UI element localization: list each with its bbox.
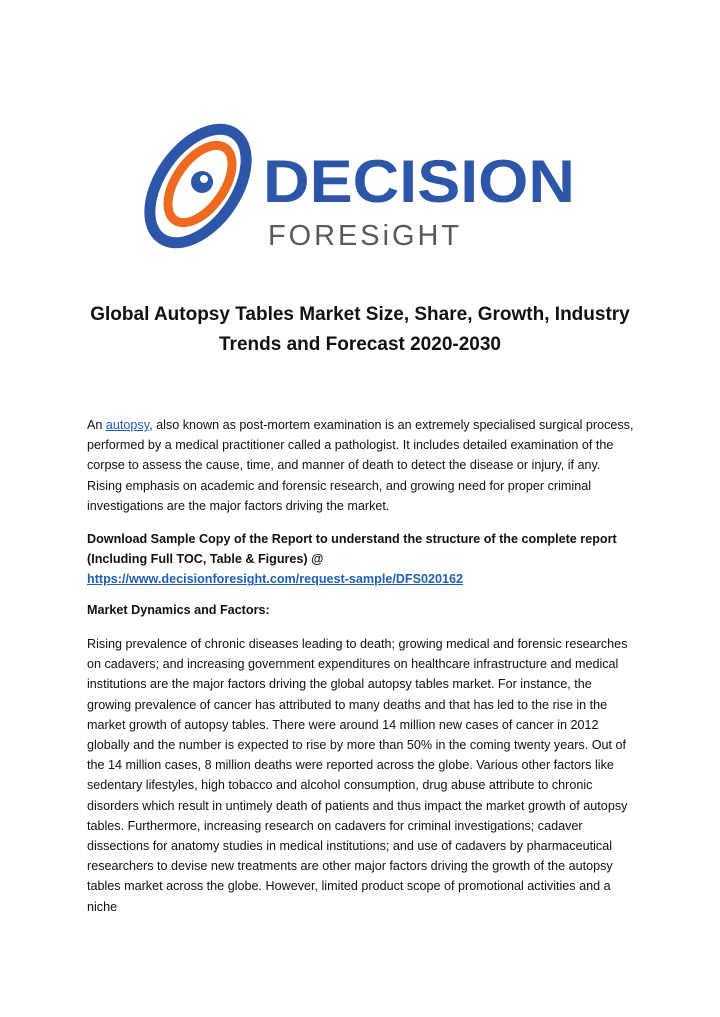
section-heading: Market Dynamics and Factors: (87, 603, 270, 617)
intro-text: , also known as post-mortem examination is an extremely specialised surgical process, performed by a medical practitioner called a pathologist. It includes detailed examination of the corpse to assess the cause, time, and manner of death to detect the disease or injury, if any. Rising emphasis on academic and forensic research, and growing need for proper criminal investigations are the major factors driving the market. (87, 418, 634, 513)
decision-foresight-logo (140, 118, 580, 258)
logo-emblem-icon (140, 118, 266, 258)
request-sample-link[interactable]: https://www.decisionforesight.com/request-sample/DFS020162 (87, 572, 464, 587)
autopsy-link[interactable]: autopsy (105, 418, 150, 432)
logo-brand-sub: FORESiGHT (268, 220, 462, 252)
page-title (60, 300, 660, 360)
title-line-1: Global Autopsy Tables Market Size, Share, Growth, Industry (90, 304, 630, 325)
market-dynamics-paragraph: Rising prevalence of chronic diseases leading to death; growing medical and forensic researches on cadavers; and increasing government expenditures on healthcare infrastructure and medical institutions are the major factors driving the global autopsy tables market. For instance, the growing prevalence of cancer has attributed to many deaths and that has led to the rise in the market growth of autopsy tables. There were around 14 million new cases of cancer in 2012 globally and the number is expected to rise by more than 50% in the coming twenty years. Out of the 14 million cases, 8 million deaths were reported across the globe. Various other factors like sedentary lifestyles, high tobacco and alcohol consumption, drug abuse attribute to chronic disorders which result in untimely death of patients and thus impact the market growth of autopsy tables. Furthermore, increasing research on cadavers for criminal investigations; cadaver dissections for anatomy studies in medical institutions; and use of cadavers by pharmaceutical researchers to devise new treatments are other major factors driving the growth of the autopsy tables market across the globe. However, limited product scope of promotional activities and a niche (87, 637, 628, 914)
logo-brand-name: DECISION (263, 148, 575, 215)
intro-prefix: An (87, 418, 106, 432)
download-sample-paragraph (87, 529, 635, 590)
download-sample-text: Download Sample Copy of the Report to understand the structure of the complete report (Including Full TOC, Table & Figures) @ (87, 532, 617, 567)
intro-paragraph (87, 415, 635, 516)
logo-graphic (140, 118, 580, 258)
title-line-2: Trends and Forecast 2020-2030 (219, 334, 501, 355)
